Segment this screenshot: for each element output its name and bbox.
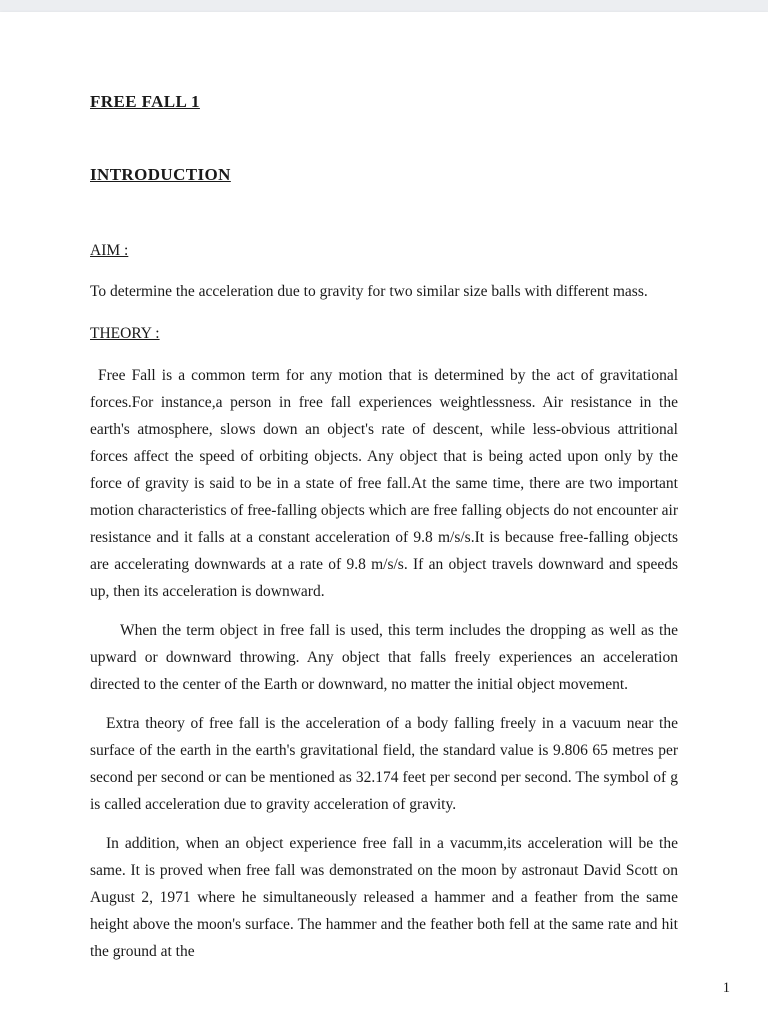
document-title: FREE FALL 1 bbox=[90, 92, 200, 111]
theory-paragraph-4: In addition, when an object experience free fall in a vacumm,its acceleration will be the same. It is proved when free fall was demonstrated on the moon by astronaut David Scott on August 2, 1971 where he simultaneously released a hammer and a feather from the same height above the moon's surface. The hammer and the feather both fell at the same rate and hit the ground at the bbox=[90, 835, 678, 960]
theory-paragraph-2: When the term object in free fall is used, this term includes the dropping as well as the upward or downward throwing. Any object that falls freely experiences an acceleration directed to the center of the Earth or downward, no matter the initial object movement. bbox=[90, 622, 678, 693]
theory-label: THEORY : bbox=[90, 325, 160, 342]
theory-paragraph-1: Free Fall is a common term for any motion that is determined by the act of gravitational forces.For instance,a person in free fall experiences weightlessness. Air resistance in the earth's atmosphere, slows down an object's rate of descent, while less-obvious attritional forces affect the speed of orbiting objects. Any object that is being acted upon only by the force of gravity is said to be in a state of free fall.At the same time, there are two important motion characteristics of free-falling objects which are free falling objects do not encounter air resistance and it falls at a constant acceleration of 9.8 m/s/s.It is because free-falling objects are accelerating downwards at a rate of 9.8 m/s/s. If an object travels downward and speeds up, then its acceleration is downward. bbox=[90, 367, 678, 600]
aim-text: To determine the acceleration due to gravity for two similar size balls with different mass. bbox=[90, 283, 648, 300]
section-heading-introduction: INTRODUCTION bbox=[90, 165, 231, 184]
aim-label: AIM : bbox=[90, 242, 129, 259]
theory-paragraph-3: Extra theory of free fall is the acceleration of a body falling freely in a vacuum near the surface of the earth in the earth's gravitational field, the standard value is 9.806 65 metres per second per second or can be mentioned as 32.174 feet per second per second. The symbol of g is called acceleration due to gravity acceleration of gravity. bbox=[90, 715, 678, 813]
page-number: 1 bbox=[722, 980, 730, 996]
document-page bbox=[0, 12, 768, 1024]
